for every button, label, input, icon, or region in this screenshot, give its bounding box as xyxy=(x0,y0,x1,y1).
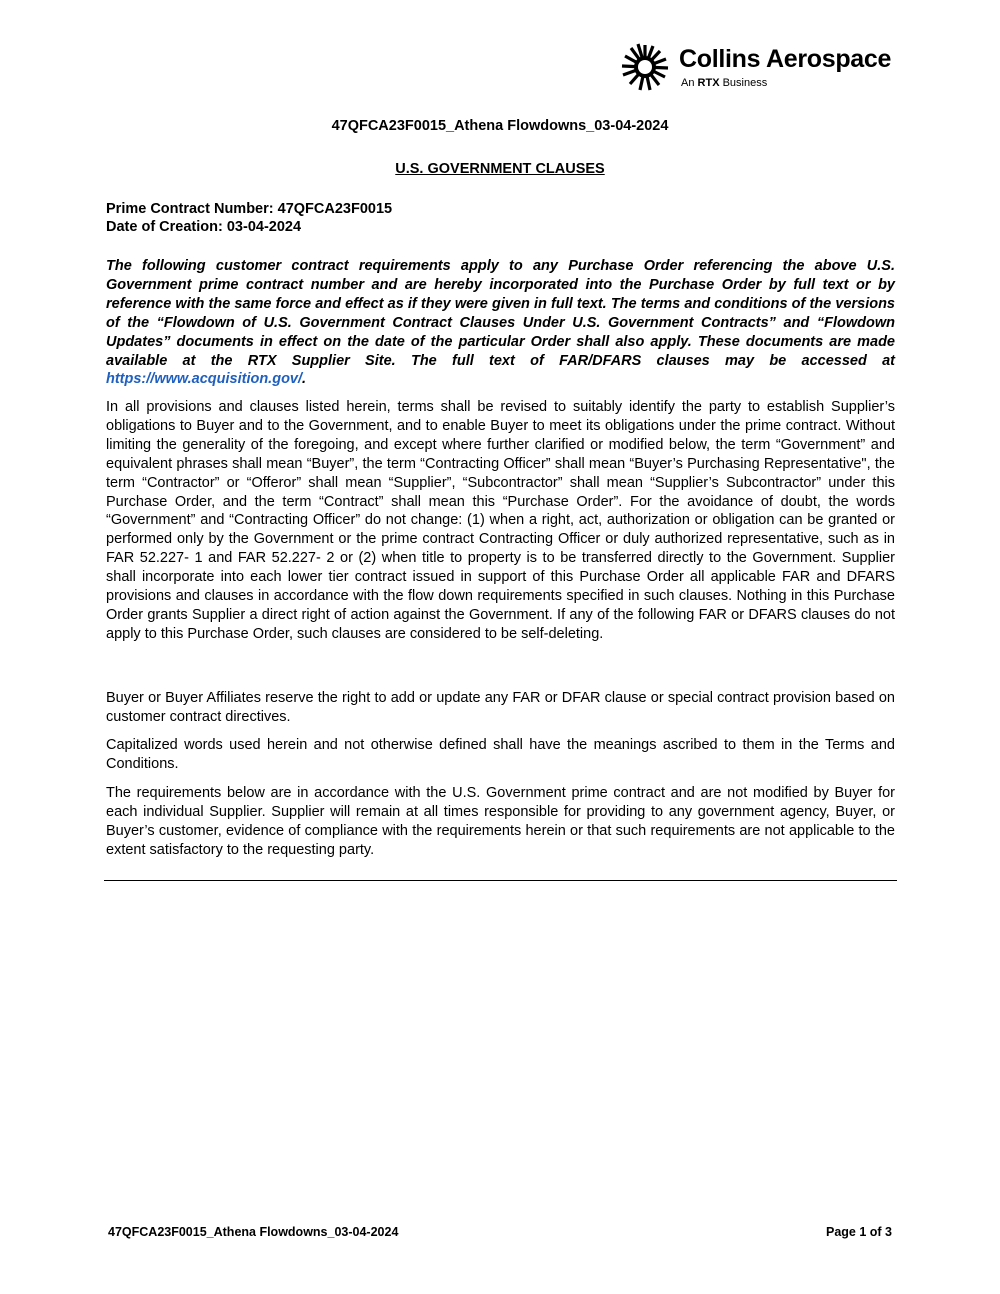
horizontal-divider xyxy=(104,880,897,881)
intro-text: The following customer contract requirements apply to any Purchase Order referencing the above U.S. Government prime contract number and are hereby incorporated into the Purchase Order by full text or by reference with the same force and effect as if they were given in full text. The terms and conditions of the versions of the “Flowdown of U.S. Government Contract Clauses Under U.S. Government Contracts” and “Flowdown Updates” documents in effect on the date of the particular Order shall also apply. These documents are made available at the RTX Supplier Site. The full text of FAR/DFARS clauses may be accessed at xyxy=(106,258,895,369)
logo-tagline-prefix: An xyxy=(681,77,695,89)
intro-paragraph xyxy=(106,257,895,389)
contract-meta xyxy=(106,200,392,236)
logo-tagline xyxy=(681,77,767,90)
logo-tagline-suffix: Business xyxy=(722,77,768,89)
acquisition-gov-link[interactable]: https://www.acquisition.gov/ xyxy=(106,371,303,388)
prime-contract-value: 47QFCA23F0015 xyxy=(277,201,393,217)
prime-contract-label: Prime Contract Number: xyxy=(106,201,274,217)
date-of-creation-line xyxy=(106,218,392,236)
date-of-creation-value: 03-04-2024 xyxy=(226,219,302,235)
logo-tagline-brand: RTX xyxy=(697,77,720,89)
intro-end: . xyxy=(302,371,307,388)
section-title: U.S. GOVERNMENT CLAUSES xyxy=(395,161,605,177)
logo-wordmark: Collins Aerospace xyxy=(679,45,892,73)
prime-contract-line xyxy=(106,200,392,218)
body-paragraph-buyer-rights: Buyer or Buyer Affiliates reserve the right to add or update any FAR or DFAR clause or special contract provision based on customer contract directives. xyxy=(106,690,895,725)
footer-document-title: 47QFCA23F0015_Athena Flowdowns_03-04-2024 xyxy=(108,1225,399,1239)
body-paragraph-capitalized-words: Capitalized words used herein and not otherwise defined shall have the meanings ascribed to them in the Terms and Conditions. xyxy=(106,737,895,772)
body-paragraph-requirements: The requirements below are in accordance with the U.S. Government prime contract and are not modified by Buyer for each individual Supplier. Supplier will remain at all times responsible for providing to any government agency, Buyer, or Buyer’s customer, evidence of compliance with the requirements herein or that such requirements are not applicable to the extent satisfactory to the requesting party. xyxy=(106,785,895,858)
collins-aerospace-logo xyxy=(620,40,910,92)
document-title: 47QFCA23F0015_Athena Flowdowns_03-04-2024 xyxy=(331,118,669,134)
body-paragraph-definitions: In all provisions and clauses listed herein, terms shall be revised to suitably identify the party to establish Supplier’s obligations to Buyer and to the Government, and to enable Buyer to meet its obligations under the prime contract. Without limiting the generality of the foregoing, and except where further clarified or modified below, the term “Government” and equivalent phrases shall mean “Buyer”, the term “Contracting Officer” shall mean “Buyer’s Purchasing Representative", the term “Contractor” or “Offeror” shall mean “Supplier”, “Subcontractor” shall mean “Supplier’s Subcontractor” under this Purchase Order, and the term “Contract” shall mean this “Purchase Order”. For the avoidance of doubt, the words “Government” and “Contracting Officer” do not change: (1) when a right, act, authorization or obligation can be granted or performed only by the Government or the prime contract Contracting Officer or duly authorized representative, such as in FAR 52.227- 1 and FAR 52.227- 2 or (2) when title to property is to be transferred directly to the Government. Supplier shall incorporate into each lower tier contract issued in support of this Purchase Order all applicable FAR and DFARS provisions and clauses in accordance with the flow down requirements specified in such clauses. Nothing in this Purchase Order grants Supplier a direct right of action against the Government. If any of the following FAR or DFARS clauses do not apply to this Purchase Order, such clauses are considered to be self-deleting. xyxy=(106,399,895,642)
footer-page-number: Page 1 of 3 xyxy=(826,1225,892,1239)
date-of-creation-label: Date of Creation: xyxy=(106,219,223,235)
sunburst-logo-icon xyxy=(620,42,670,92)
